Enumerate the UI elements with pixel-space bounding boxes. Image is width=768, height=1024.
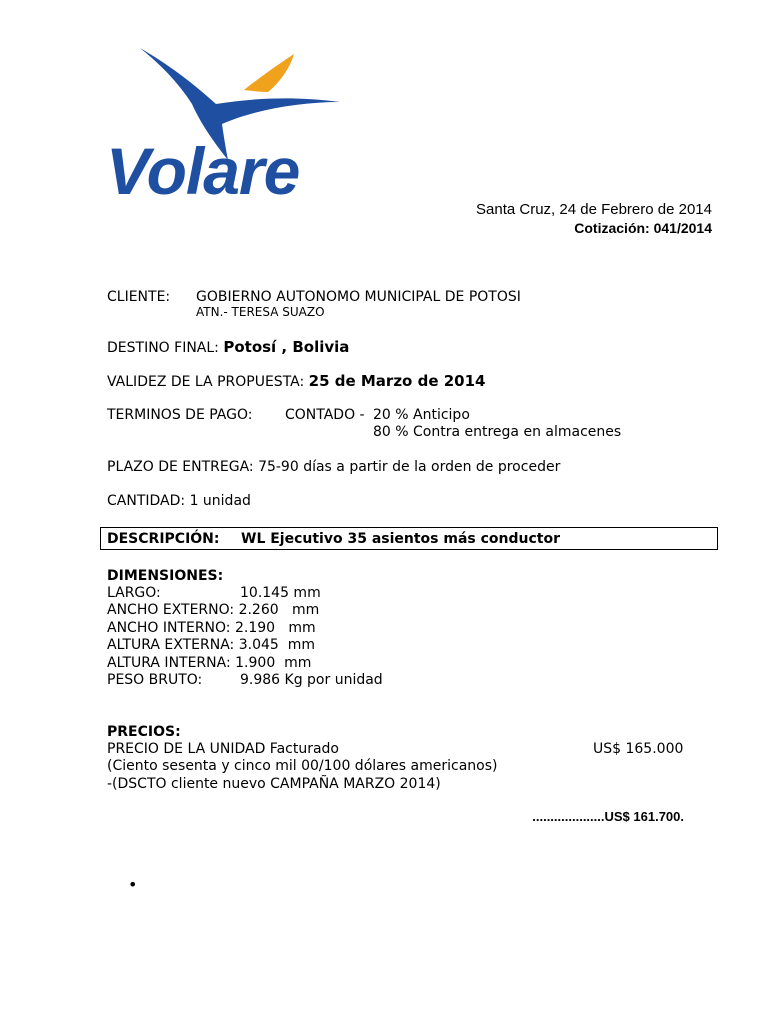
precios-title: PRECIOS:: [107, 724, 181, 740]
cantidad: CANTIDAD: 1 unidad: [107, 493, 251, 509]
pago-line1: 20 % Anticipo: [373, 407, 470, 423]
pago-line2: 80 % Contra entrega en almacenes: [373, 424, 622, 440]
quote-number: Cotización: 041/2014: [574, 220, 712, 236]
logo-wordmark: Volare: [106, 134, 300, 207]
dim-peso-value: 9.986 Kg por unidad: [240, 672, 383, 688]
dim-ancho-externo-value: 2.260 mm: [238, 602, 320, 618]
precio-descuento: -(DSCTO cliente nuevo CAMPAÑA MARZO 2014): [107, 776, 441, 792]
client-label: CLIENTE:: [107, 289, 171, 305]
dim-row: [107, 655, 311, 673]
dim-altura-interna-label: ALTURA INTERNA:: [107, 655, 231, 671]
dim-peso-label: PESO BRUTO:: [107, 672, 203, 688]
destino-label: DESTINO FINAL:: [107, 340, 219, 356]
dim-ancho-externo-label: ANCHO EXTERNO:: [107, 602, 235, 618]
validez-row: [107, 372, 485, 390]
dim-row: [107, 637, 315, 655]
precio-en-palabras: (Ciento sesenta y cinco mil 00/100 dólares americanos): [107, 758, 498, 774]
pago-mode: CONTADO -: [285, 407, 365, 423]
dim-largo-label: LARGO:: [107, 585, 161, 601]
validez-label: VALIDEZ DE LA PROPUESTA:: [107, 374, 305, 390]
descripcion-box: [100, 527, 718, 550]
client-name: GOBIERNO AUTONOMO MUNICIPAL DE POTOSI: [196, 289, 521, 305]
dim-altura-externa-label: ALTURA EXTERNA:: [107, 637, 235, 653]
dim-row: [107, 620, 316, 638]
destino-value: Potosí , Bolivia: [223, 338, 350, 356]
dim-ancho-interno-value: 2.190 mm: [234, 620, 316, 636]
dim-row: [107, 602, 319, 620]
precio-unidad-label: PRECIO DE LA UNIDAD Facturado: [107, 741, 339, 757]
bullet-point: •: [128, 875, 138, 894]
logo-wing-orange: [244, 54, 294, 92]
precio-unidad-value: US$ 165.000: [593, 741, 684, 757]
dim-ancho-interno-label: ANCHO INTERNO:: [107, 620, 231, 636]
dim-altura-interna-value: 1.900 mm: [235, 655, 312, 671]
destino-row: [107, 338, 349, 356]
dim-largo-value: 10.145 mm: [240, 585, 321, 601]
document-date: Santa Cruz, 24 de Febrero de 2014: [476, 201, 712, 218]
descripcion-label: DESCRIPCIÓN:: [107, 531, 220, 547]
descripcion-value: WL Ejecutivo 35 asientos más conductor: [241, 531, 561, 547]
dimensiones-title: DIMENSIONES:: [107, 568, 224, 584]
volare-logo: [104, 42, 348, 207]
plazo-entrega: PLAZO DE ENTREGA: 75-90 días a partir de la orden de proceder: [107, 459, 561, 475]
validez-value: 25 de Marzo de 2014: [308, 372, 486, 390]
dim-altura-externa-value: 3.045 mm: [238, 637, 315, 653]
precio-total: ....................US$ 161.700.: [532, 809, 684, 824]
pago-label: TERMINOS DE PAGO:: [107, 407, 253, 423]
client-attn: ATN.- TERESA SUAZO: [196, 305, 325, 319]
